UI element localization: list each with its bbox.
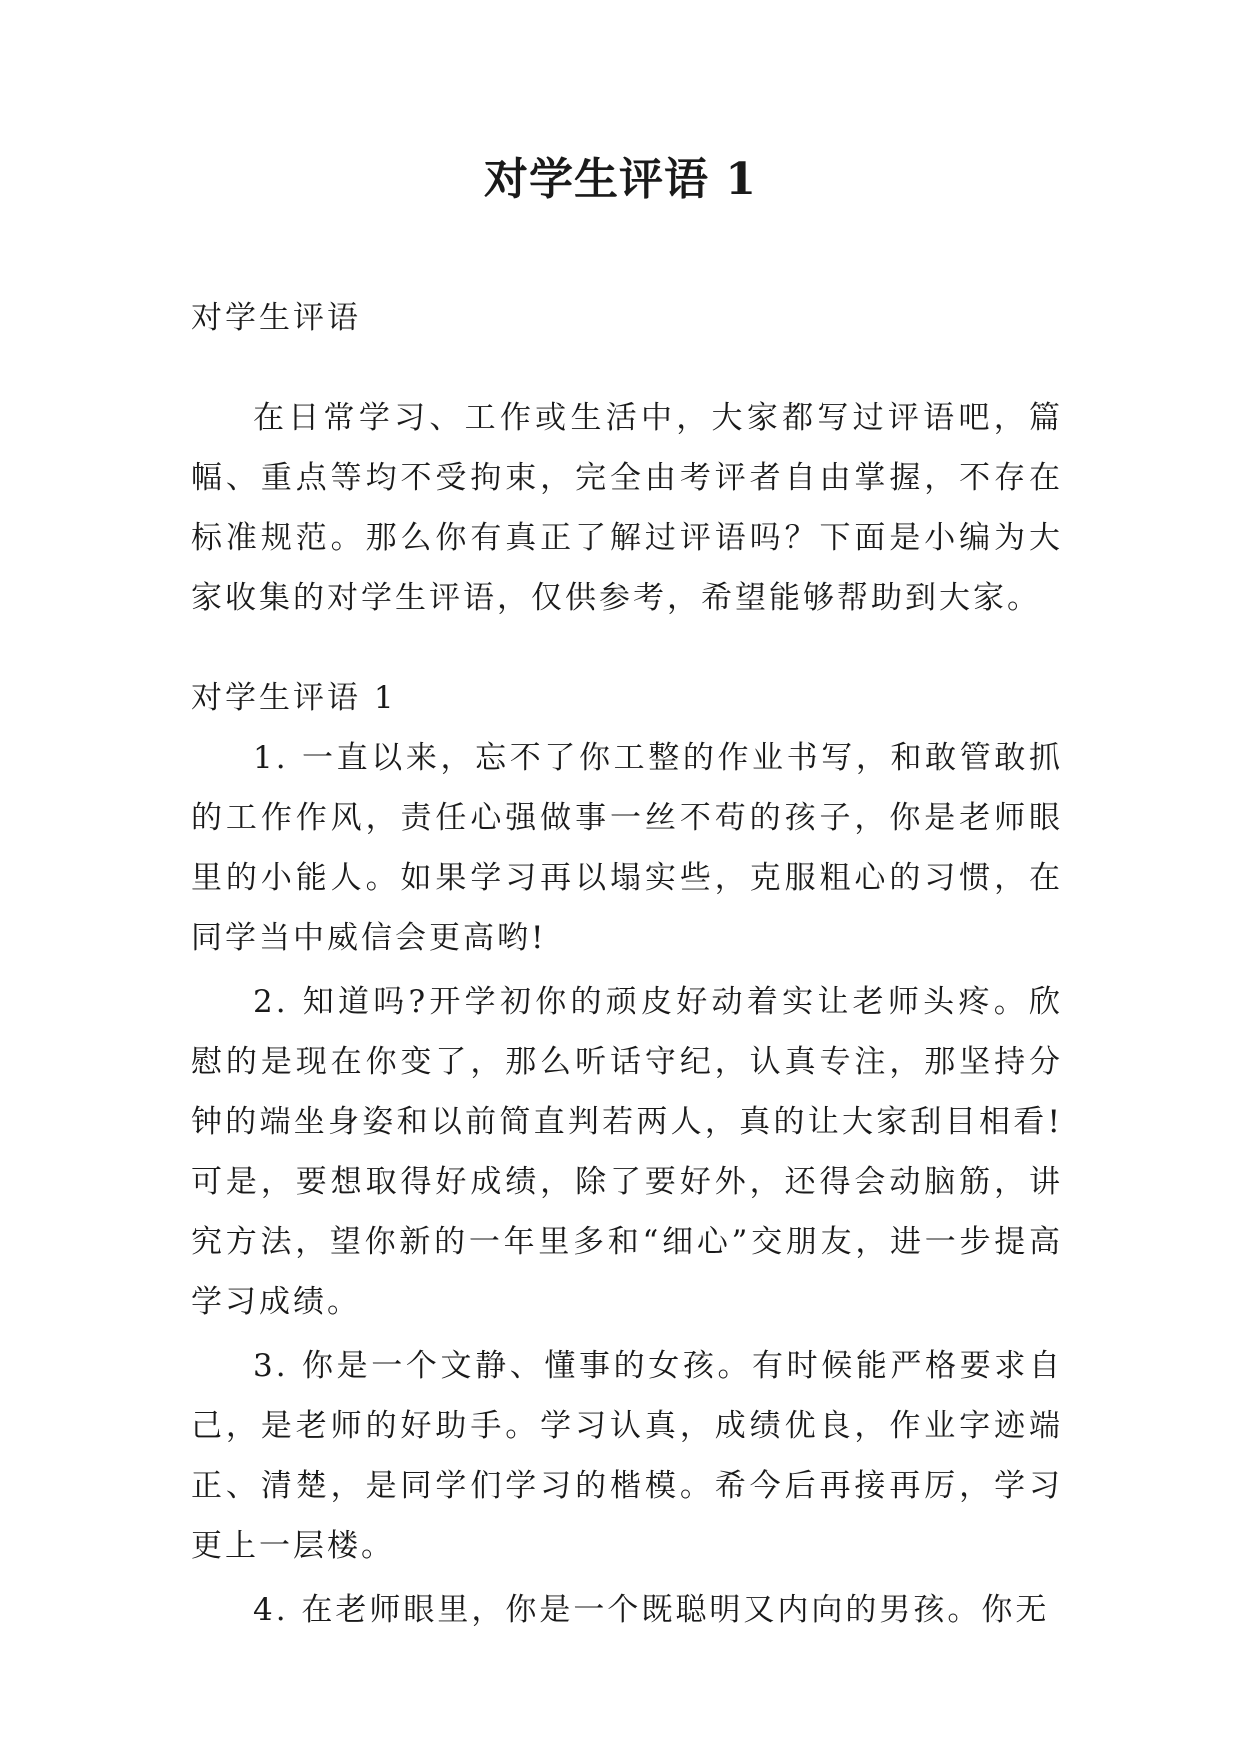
comment-item-4: 4. 在老师眼里，你是一个既聪明又内向的男孩。你无 (253, 1592, 1050, 1628)
comment-item-1: 1. 一直以来，忘不了你工整的作业书写，和敢管敢抓的工作作风，责任心强做事一丝不苟的孩子，你是老师眼里的小能人。如果学习再以塌实些，克服粗心的习惯，在同学当中威信会更高哟! (191, 740, 1063, 956)
document-body (191, 288, 1063, 1644)
document-subtitle: 对学生评语 (191, 300, 361, 336)
section-heading: 对学生评语 1 (191, 680, 397, 716)
comment-item-3: 3. 你是一个文静、懂事的女孩。有时候能严格要求自己，是老师的好助手。学习认真，成绩优良，作业字迹端正、清楚，是同学们学习的楷模。希今后再接再厉，学习更上一层楼。 (191, 1348, 1063, 1564)
intro-paragraph: 在日常学习、工作或生活中，大家都写过评语吧，篇幅、重点等均不受拘束，完全由考评者自由掌握，不存在标准规范。那么你有真正了解过评语吗？下面是小编为大家收集的对学生评语，仅供参考，希望能够帮助到大家。 (191, 400, 1063, 616)
comment-item-2: 2. 知道吗?开学初你的顽皮好动着实让老师头疼。欣慰的是现在你变了，那么听话守纪，认真专注，那坚持分钟的端坐身姿和以前简直判若两人，真的让大家刮目相看!可是，要想取得好成绩，除了要好外，还得会动脑筋，讲究方法，望你新的一年里多和“细心”交朋友，进一步提高学习成绩。 (191, 984, 1063, 1320)
document-title: 对学生评语 1 (484, 154, 757, 205)
